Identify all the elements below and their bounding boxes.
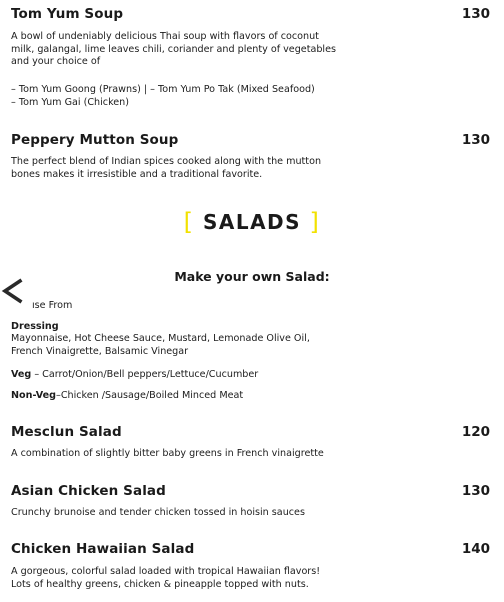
dressing-label: Dressing <box>11 321 59 332</box>
description-line: milk, galangal, lime leaves chili, coriander and plenty of vegetables <box>11 43 337 55</box>
chevron-left-icon[interactable] <box>0 276 26 306</box>
item-title-tom-yum-soup: Tom Yum Soup <box>11 6 124 22</box>
item-price-mesclun-salad: 120 <box>461 424 490 440</box>
description-line: bones makes it irresistible and a traditional favorite. <box>11 168 263 180</box>
item-price-chicken-hawaiian-salad: 140 <box>461 541 490 557</box>
item-description-mesclun-salad <box>11 448 481 461</box>
nonveg-label: Non-Veg <box>11 390 57 401</box>
description-line: Lots of healthy greens, chicken & pineapple topped with nuts. <box>11 578 309 590</box>
choose-from-label: ıse From <box>32 300 73 311</box>
item-description-asian-chicken-salad <box>11 507 481 520</box>
section-title: SALADS <box>202 210 302 234</box>
item-price-asian-chicken-salad: 130 <box>461 483 490 499</box>
dressing-options <box>11 333 481 358</box>
item-price-tom-yum-soup: 130 <box>461 6 490 22</box>
option-line: – Tom Yum Gai (Chicken) <box>11 96 130 108</box>
description-line: The perfect blend of Indian spices cooked along with the mutton <box>11 156 322 167</box>
item-title-mesclun-salad: Mesclun Salad <box>11 424 122 440</box>
close-bracket: ] <box>309 208 321 236</box>
description-line: and your choice of <box>11 56 101 68</box>
veg-label: Veg <box>11 369 32 380</box>
veg-text: – Carrot/Onion/Bell peppers/Lettuce/Cucumber <box>31 369 259 380</box>
veg-options <box>11 369 258 382</box>
nonveg-options <box>11 390 243 403</box>
item-title-asian-chicken-salad: Asian Chicken Salad <box>11 483 166 499</box>
make-own-salad-heading: Make your own Salad: <box>174 269 330 284</box>
item-description-peppery-mutton-soup <box>11 156 481 181</box>
item-description-chicken-hawaiian-salad <box>11 566 481 591</box>
open-bracket: [ <box>183 208 195 236</box>
dressing-line: French Vinaigrette, Balsamic Vinegar <box>11 345 189 357</box>
item-price-peppery-mutton-soup: 130 <box>461 132 490 148</box>
nonveg-text: –Chicken /Sausage/Boiled Minced Meat <box>56 390 244 401</box>
description-line: A combination of slightly bitter baby greens in French vinaigrette <box>11 448 324 459</box>
section-heading-salads <box>0 207 504 235</box>
item-title-peppery-mutton-soup: Peppery Mutton Soup <box>11 132 179 148</box>
description-line: A bowl of undeniably delicious Thai soup with flavors of coconut <box>11 31 319 42</box>
dressing-line: Mayonnaise, Hot Cheese Sauce, Mustard, Lemonade Olive Oil, <box>11 333 310 344</box>
item-title-chicken-hawaiian-salad: Chicken Hawaiian Salad <box>11 541 195 557</box>
description-line: A gorgeous, colorful salad loaded with tropical Hawaiian flavors! <box>11 566 321 577</box>
item-description-tom-yum-soup <box>11 31 481 69</box>
option-line: – Tom Yum Goong (Prawns) | – Tom Yum Po Tak (Mixed Seafood) <box>11 84 315 95</box>
item-options-tom-yum-soup <box>11 84 481 109</box>
description-line: Crunchy brunoise and tender chicken tossed in hoisin sauces <box>11 507 305 518</box>
